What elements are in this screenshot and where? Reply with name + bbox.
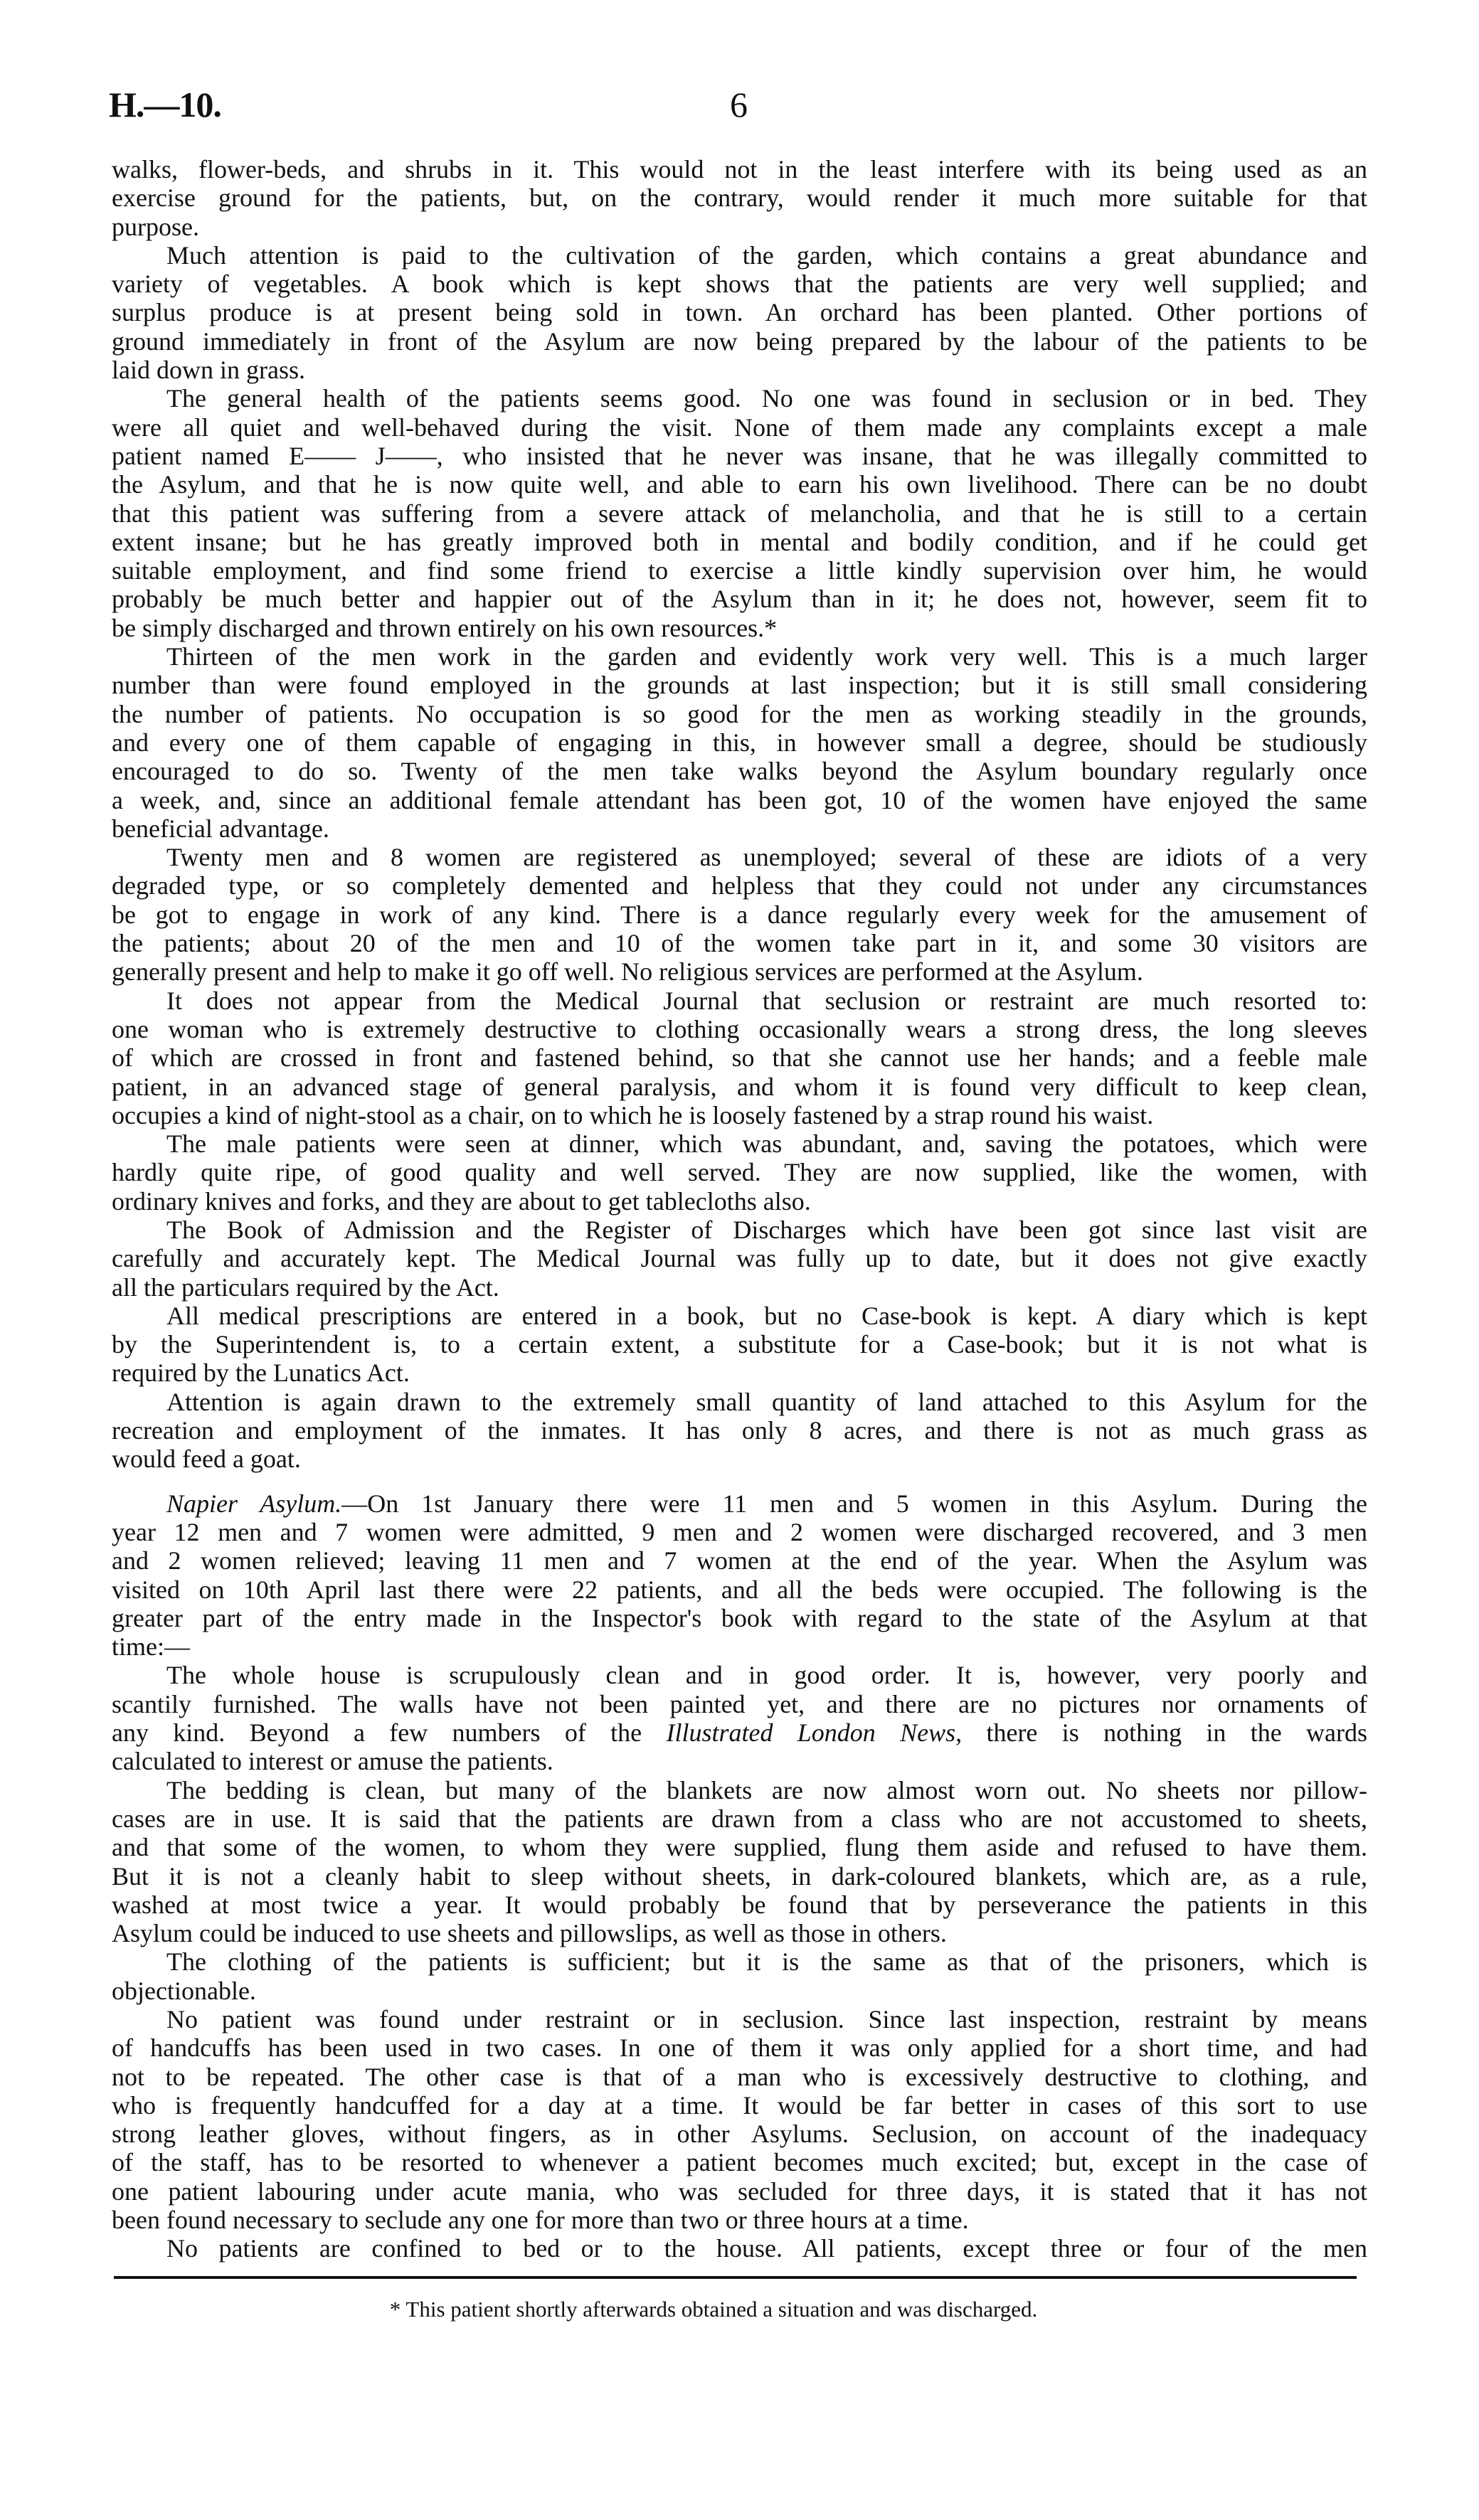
paragraph [112,642,1367,843]
text-line [112,1489,1367,1518]
paragraph [112,1489,1367,1662]
paragraph [112,843,1367,986]
text-line: scantily furnished. The walls have not been painted yet, and there are no pictures nor ornaments of [112,1689,1367,1718]
text-line: No patient was found under restraint or in seclusion. Since last inspection, restraint by means [166,2005,1367,2033]
paragraph [112,241,1367,384]
text-line: The general health of the patients seems good. No one was found in seclusion or in bed. They [166,384,1367,413]
text-line: surplus produce is at present being sold in town. An orchard has been planted. Other portions of [112,298,1367,327]
text-line: and that some of the women, to whom they were supplied, flung them aside and refused to have them. [112,1833,1367,1862]
text-line: be simply discharged and thrown entirely on his own resources.* [112,613,778,642]
text-line: the Asylum, and that he is now quite well, and able to earn his own livelihood. There can be no doubt [112,470,1367,499]
text-line: Thirteen of the men work in the garden and evidently work very well. This is a much larger [166,642,1367,671]
text-line: The clothing of the patients is sufficient; but it is the same as that of the prisoners, which is [166,1947,1367,1977]
paragraph [112,1661,1367,1775]
text-line: year 12 men and 7 women were admitted, 9 men and 2 women were discharged recovered, and 3 men [112,1517,1367,1546]
text-line: required by the Lunatics Act. [112,1359,410,1388]
text-line: a week, and, since an additional female attendant has been got, 10 of the women have enjoyed the same [112,785,1367,814]
paragraph [112,2005,1367,2234]
body-text [112,155,1367,2263]
text-line: Attention is again drawn to the extremely small quantity of land attached to this Asylum for the [166,1387,1367,1416]
text-line: of the staff, has to be resorted to whenever a patient becomes much excited; but, except in the case of [112,2148,1367,2177]
text-line: The male patients were seen at dinner, which was abundant, and, saving the potatoes, which were [166,1129,1367,1159]
text-line: recreation and employment of the inmates. It has only 8 acres, and there is not as much grass as [112,1416,1367,1445]
text-line: generally present and help to make it go off well. No religious services are performed at the Asylum. [112,957,1143,987]
text-line: were all quiet and well-behaved during the visit. None of them made any complaints except a male [112,413,1367,442]
text-line: Asylum could be induced to use sheets and pillowslips, as well as those in others. [112,1919,947,1948]
text-line: exercise ground for the patients, but, on the contrary, would render it much more suitable for that [112,184,1367,213]
page-number: 6 [730,85,748,124]
italic-text: Napier Asylum. [166,1489,342,1518]
text-line: be got to engage in work of any kind. There is a dance regularly every week for the amusement of [112,900,1367,929]
text-line: extent insane; but he has greatly improved both in mental and bodily condition, and if he could get [112,527,1367,556]
text-line: variety of vegetables. A book which is kept shows that the patients are very well supplied; and [112,270,1367,299]
text-segment: , there is nothing in the wards [955,1718,1367,1748]
text-line: It does not appear from the Medical Journal that seclusion or restraint are much resorted to: [166,986,1367,1015]
text-line [112,1718,1367,1747]
text-line: cases are in use. It is said that the patients are drawn from a class who are not accustomed to sheets, [112,1804,1367,1833]
text-line: All medical prescriptions are entered in a book, but no Case-book is kept. A diary which is kept [166,1301,1367,1330]
text-line: Much attention is paid to the cultivation of the garden, which contains a great abundance and [166,240,1367,270]
text-line: of which are crossed in front and fastened behind, so that she cannot use her hands; and a feeble male [112,1043,1367,1073]
paragraph [112,155,1367,241]
text-line: The bedding is clean, but many of the blankets are now almost worn out. No sheets nor pillow- [166,1775,1367,1804]
text-line: one woman who is extremely destructive to clothing occasionally wears a strong dress, the long sleeves [112,1014,1367,1043]
footnote: * This patient shortly afterwards obtained a situation and was discharged. [389,2297,1038,2322]
text-line: patient named E—— J——, who insisted that he never was insane, that he was illegally committed to [112,441,1367,470]
text-line: purpose. [112,212,199,241]
text-line: The whole house is scrupulously clean and in good order. It is, however, very poorly and [166,1661,1367,1690]
text-line: been found necessary to seclude any one for more than two or three hours at a time. [112,2206,969,2235]
text-line: The Book of Admission and the Register of Discharges which have been got since last visit are [166,1215,1367,1244]
text-line: by the Superintendent is, to a certain extent, a substitute for a Case-book; but it is not what is [112,1330,1367,1359]
paragraph [112,1388,1367,1474]
paragraph [112,1776,1367,1948]
text-line: probably be much better and happier out of the Asylum than in it; he does not, however, seem fit to [112,585,1367,614]
paragraph [112,2234,1367,2263]
text-line: the number of patients. No occupation is so good for the men as working steadily in the grounds, [112,699,1367,728]
document-code: H.—10. [109,85,221,124]
text-line: time:— [112,1632,190,1662]
paragraph [112,987,1367,1129]
text-line: all the particulars required by the Act. [112,1272,499,1302]
text-line: degraded type, or so completely demented and helpless that they could not under any circumstances [112,871,1367,900]
text-line: that this patient was suffering from a severe attack of melancholia, and that he is still to a certain [112,499,1367,528]
text-line: encouraged to do so. Twenty of the men take walks beyond the Asylum boundary regularly once [112,757,1367,786]
text-line: and every one of them capable of engaging in this, in however small a degree, should be studiously [112,728,1367,757]
text-line: greater part of the entry made in the Inspector's book with regard to the state of the Asylum at that [112,1603,1367,1632]
text-line: But it is not a cleanly habit to sleep without sheets, in dark-coloured blankets, which are, as a rule, [112,1861,1367,1891]
text-line: ground immediately in front of the Asylum are now being prepared by the labour of the patients to be [112,326,1367,356]
text-line: would feed a goat. [112,1445,301,1474]
text-line: not to be repeated. The other case is that of a man who is excessively destructive to clothing, and [112,2062,1367,2091]
text-line: visited on 10th April last there were 22 patients, and all the beds were occupied. The following is the [112,1575,1367,1604]
text-line: occupies a kind of night-stool as a chair, on to which he is loosely fastened by a strap round his waist. [112,1100,1154,1129]
text-line: hardly quite ripe, of good quality and well served. They are now supplied, like the women, with [112,1158,1367,1187]
text-line: calculated to interest or amuse the patients. [112,1747,553,1776]
text-line: laid down in grass. [112,356,305,385]
text-line: patient, in an advanced stage of general paralysis, and whom it is found very difficult to keep clean, [112,1072,1367,1101]
text-line: beneficial advantage. [112,814,329,843]
paragraph [112,1216,1367,1302]
text-line: number than were found employed in the grounds at last inspection; but it is still small considering [112,671,1367,700]
paragraph [112,1947,1367,2005]
text-line: who is frequently handcuffed for a day at a time. It would be far better in cases of this sort to use [112,2090,1367,2120]
text-line: and 2 women relieved; leaving 11 men and 7 women at the end of the year. When the Asylum was [112,1546,1367,1575]
text-line: Twenty men and 8 women are registered as unemployed; several of these are idiots of a very [166,843,1367,872]
text-line: the patients; about 20 of the men and 10 of the women take part in it, and some 30 visitors are [112,929,1367,958]
text-segment: any kind. Beyond a few numbers of the [112,1718,667,1748]
text-line: strong leather gloves, without fingers, as in other Asylums. Seclusion, on account of the inadequacy [112,2120,1367,2149]
paragraph [112,384,1367,642]
paragraph [112,1302,1367,1388]
text-line: one patient labouring under acute mania, who was secluded for three days, it is stated that it has not [112,2176,1367,2206]
text-line: suitable employment, and find some friend to exercise a little kindly supervision over him, he would [112,556,1367,585]
text-line: ordinary knives and forks, and they are about to get tablecloths also. [112,1186,811,1216]
footnote-divider [114,2276,1357,2279]
paragraph [112,1129,1367,1216]
text-segment: —On 1st January there were 11 men and 5 women in this Asylum. During the [341,1489,1367,1518]
text-line: No patients are confined to bed or to the house. All patients, except three or four of the men [166,2234,1367,2263]
text-line: of handcuffs has been used in two cases. In one of them it was only applied for a short time, and had [112,2033,1367,2063]
text-line: objectionable. [112,1976,256,2005]
text-line: walks, flower-beds, and shrubs in it. This would not in the least interfere with its being used as an [112,155,1367,184]
text-line: carefully and accurately kept. The Medical Journal was fully up to date, but it does not give exactly [112,1244,1367,1273]
italic-text: Illustrated London News [666,1718,956,1748]
text-line: washed at most twice a year. It would probably be found that by perseverance the patients in this [112,1890,1367,1919]
